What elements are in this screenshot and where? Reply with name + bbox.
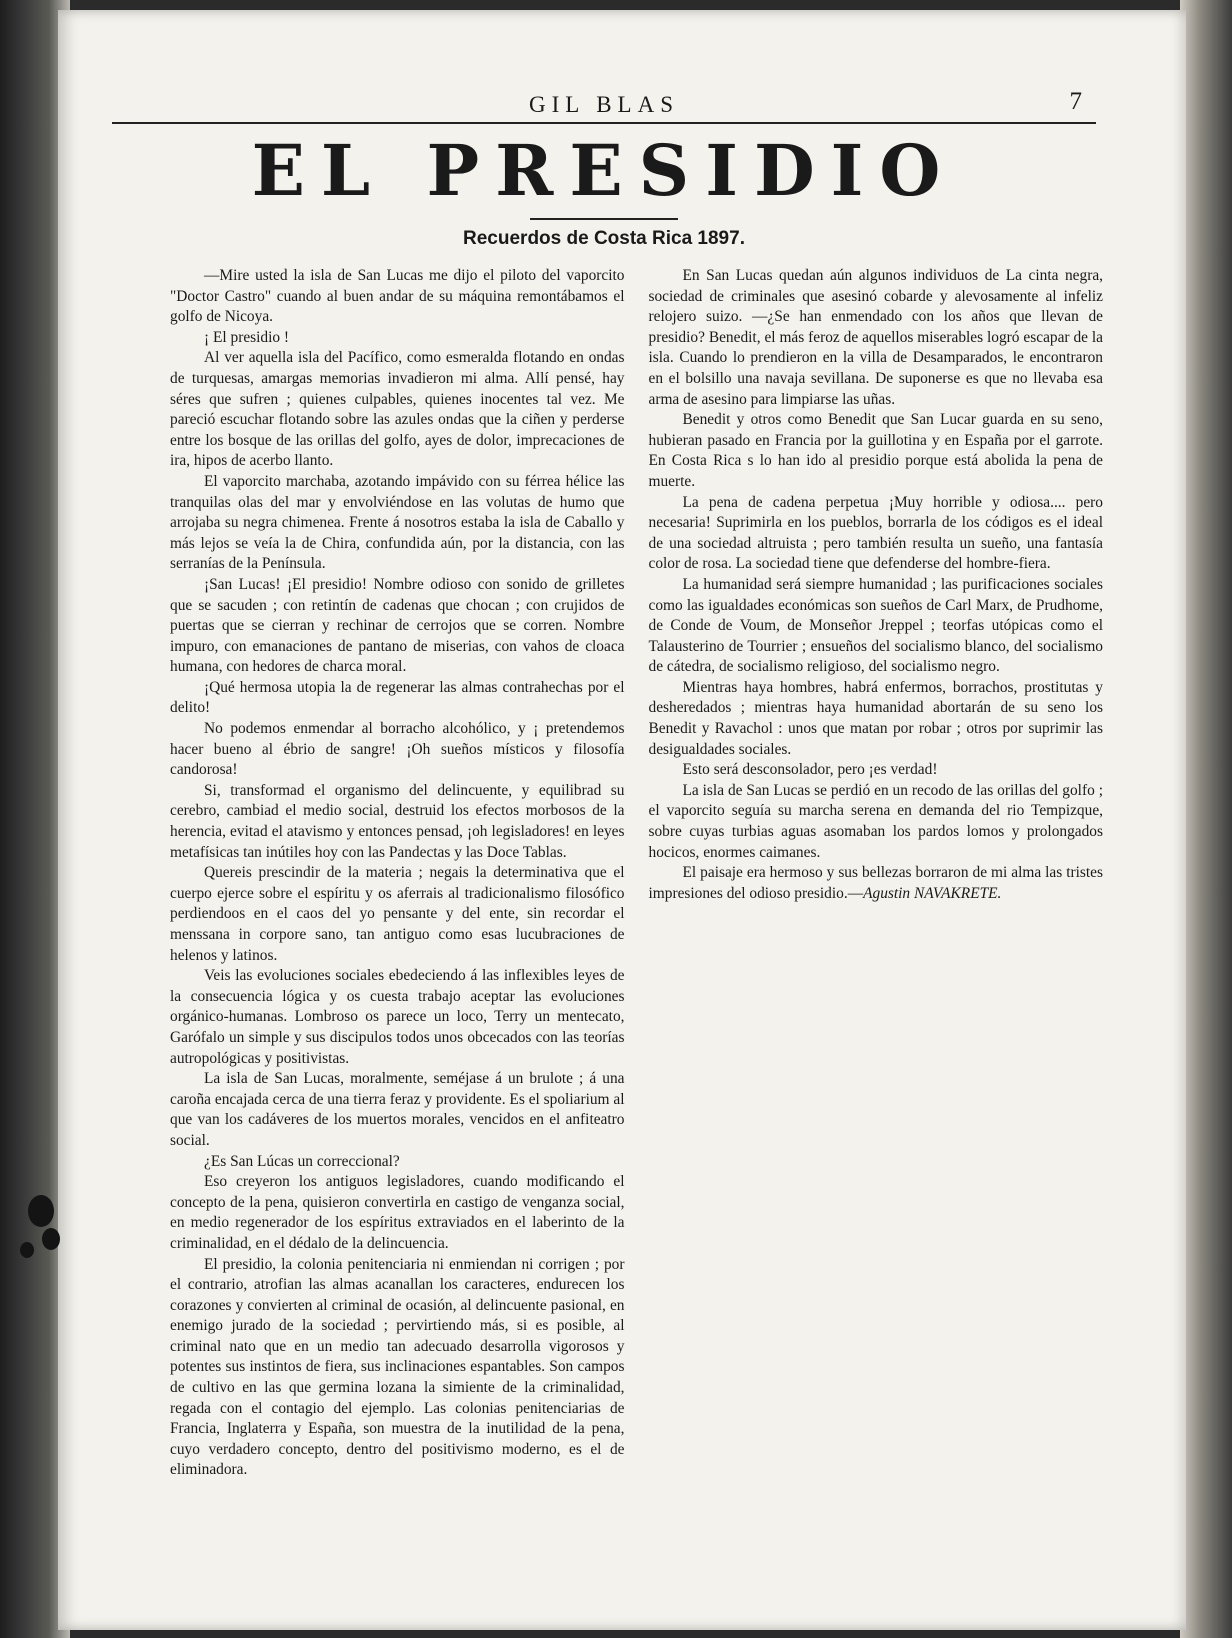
closing-paragraph [649, 863, 1104, 904]
paragraph: En San Lucas quedan aún algunos individuos de La cinta negra, sociedad de criminales que asesinó cobarde y alevosamente al infeliz relojero suizo. —¿Se han enmendado con los años que llevan de presidio? Benedit, el más feroz de aquellos miserables logró escapar de la isla. Cuando lo prendieron en la villa de Desamparados, le encontraron en el bolsillo una navaja sevillana. De suponerse es que no llevaba esa arma de asesino para limpiarse las uñas. [648, 267, 1103, 408]
paragraph: El presidio, la colonia penitenciaria ni enmiendan ni corrigen ; por el contrario, atrofian las almas acanallan los caracteres, endurecen los corazones y convierten al criminal de ocasión, al delincuente pasional, en enemigo jurado de la sociedad ; pervirtiendo más, si es posible, al criminal nato que en un medio tan adecuado desarrolla vigorosos y potentes sus instintos de fiera, sus inclinaciones espantables. Son campos de cultivo en las que germina lozana la simiente de la criminalidad, regada con el contagio del ejemplo. Las colonias penitenciarias de Francia, Inglaterra y España, son muestra de la inutilidad de la pena, cuyo verdadero concepto, dentro del positivismo moderno, es el de eliminadora. [170, 1255, 625, 1479]
ink-stain [28, 1195, 54, 1227]
paragraph: ¡Qué hermosa utopia la de regenerar las almas contrahechas por el delito! [170, 678, 625, 717]
article-subtitle: Recuerdos de Costa Rica 1897. [463, 228, 745, 249]
ink-stain [42, 1228, 60, 1250]
book-binding-right [1180, 0, 1232, 1638]
running-title: GIL BLAS [528, 92, 679, 117]
paragraph: Quereis prescindir de la materia ; negais la determinativa que el cuerpo ejerce sobre el espíritu y os aferrais al tradicionalismo filosófico perdiendoos en el caos del yo pensante y del ente, sin recordar el menssana in corpore sano, tan antiguo como esas lucubraciones de helenos y latinos. [170, 864, 625, 964]
paragraph: La pena de cadena perpetua ¡Muy horrible y odiosa.... pero necesaria! Suprimirla en los pueblos, borrarla de los códigos es el ideal de una sociedad altruista ; pero también resulta un sueño, una fantasía color de rosa. La sociedad tiene que defenderse del hombre-fiera. [648, 493, 1103, 573]
paragraph: ¡ El presidio ! [204, 328, 290, 346]
paragraph: El vaporcito marchaba, azotando impávido con su férrea hélice las tranquilas olas del mar y envolviéndose en las volutas de humo que arrojaba su negra chimenea. Frente á nosotros estaba la isla de Caballo y más lejos se veía la de Chira, confundida aún, por la distancia, con las serranías de la Península. [170, 472, 625, 573]
author-signature: Agustin NAVAKRETE. [863, 884, 1002, 902]
paragraph: La humanidad será siempre humanidad ; las purificaciones sociales como las igualdades económicas son sueños de Carl Marx, de Prudhome, de Conde de Voum, de Monseñor Jreppel ; teorfas utópicas como el Talausterino de Tourrier ; ensueños del socialismo blanco, del socialismo de cátedra, de socialismo religioso, del socialismo negro. [648, 575, 1103, 676]
paragraph: Eso creyeron los antiguos legisladores, cuando modificando el concepto de la pena, quisieron convertirla en castigo de venganza social, en medio regenerador de los espíritus extraviados en el laberinto de la criminalidad, en el dédalo de la delincuencia. [170, 1173, 625, 1252]
paragraph: Benedit y otros como Benedit que San Lucar guarda en su seno, hubieran pasado en Francia por la guillotina y en España por el garrote. En Costa Rica s lo han ido al presidio porque está abolida la pena de muerte. [648, 411, 1103, 490]
ink-stain [20, 1242, 34, 1258]
article-title: EL PRESIDIO [251, 129, 957, 212]
paragraph: No podemos enmendar al borracho alcohólico, y ¡ pretendemos hacer bueno al ébrio de sangre! ¡Oh sueños místicos y filosofía candorosa! [170, 720, 625, 779]
paragraph: Esto será desconsolador, pero ¡es verdad! [682, 761, 938, 779]
title-rule [530, 218, 678, 220]
paragraph: Al ver aquella isla del Pacífico, como esmeralda flotando en ondas de turquesas, amargas memorias invadieron mi alma. Allí pensé, hay séres que sufren ; quienes culpables, quienes inocentes tal vez. Me pareció escuchar flotando sobre las azules ondas que la ciñen y perderse entre los bosque de las orillas del golfo, ayes de dolor, imprecaciones de ira, hipos de acerbo llanto. [170, 349, 625, 470]
closing-text: El paisaje era hermoso y sus bellezas borraron de mi alma las tristes impresiones del odioso presidio.— [648, 864, 1103, 902]
paragraph: La isla de San Lucas se perdió en un recodo de las orillas del golfo ; el vaporcito seguía su marcha serena en demanda del rio Tempizque, sobre cuyas turbias aguas asomaban los pardos lomos y prolongados hocicos, enormes caimanes. [648, 781, 1103, 861]
paragraph: Veis las evoluciones sociales ebedeciendo á las inflexibles leyes de la consecuencia lógica y os cuesta trabajo aceptar las evoluciones orgánico-humanas. Lombroso os parece un loco, Terry un mentecato, Garófalo un simple y sus discipulos todos unos obcecados con las teorías autropológicas y positivistas. [170, 967, 625, 1067]
page-number: 7 [1069, 88, 1082, 115]
paragraph: Mientras haya hombres, habrá enfermos, borrachos, prostitutas y desheredados ; mientras haya humanidad abortarán de su seno los Benedit y Ravachol : unos que matan por robar ; otros por suprimir las desigualdades sociales. [648, 678, 1103, 758]
paragraph: ¡San Lucas! ¡El presidio! Nombre odioso con sonido de grilletes que se sacuden ; con retintín de cadenas que chocan ; con crujidos de puertas que se cierran y rechinar de cerrojos que se corren. Nombre impuro, con emanaciones de pantano de miserias, con vahos de cloaca humana, con hedores de charca moral. [170, 575, 625, 676]
running-header [112, 86, 1096, 124]
paragraph: Si, transformad el organismo del delincuente, y equilibrad su cerebro, cambiad el medio social, destruid los efectos morbosos de la herencia, evitad el atavismo y entonces pensad, ¡oh legisladores! en leyes metafísicas tan inútiles hoy con las Pandectas y las Doce Tablas. [170, 781, 625, 861]
paragraph: —Mire usted la isla de San Lucas me dijo el piloto del vaporcito "Doctor Castro" cuando al buen andar de su máquina remontábamos el golfo de Nicoya. [170, 267, 625, 326]
paragraph: ¿Es San Lúcas un correccional? [204, 1152, 400, 1170]
paragraph: La isla de San Lucas, moralmente, seméjase á un brulote ; á una caroña encajada cerca de una tierra feraz y providente. Es el spoliarium al que van los cadáveres de los muertos morales, vencidos en el anfiteatro social. [170, 1070, 625, 1149]
article-body [170, 266, 1103, 1516]
